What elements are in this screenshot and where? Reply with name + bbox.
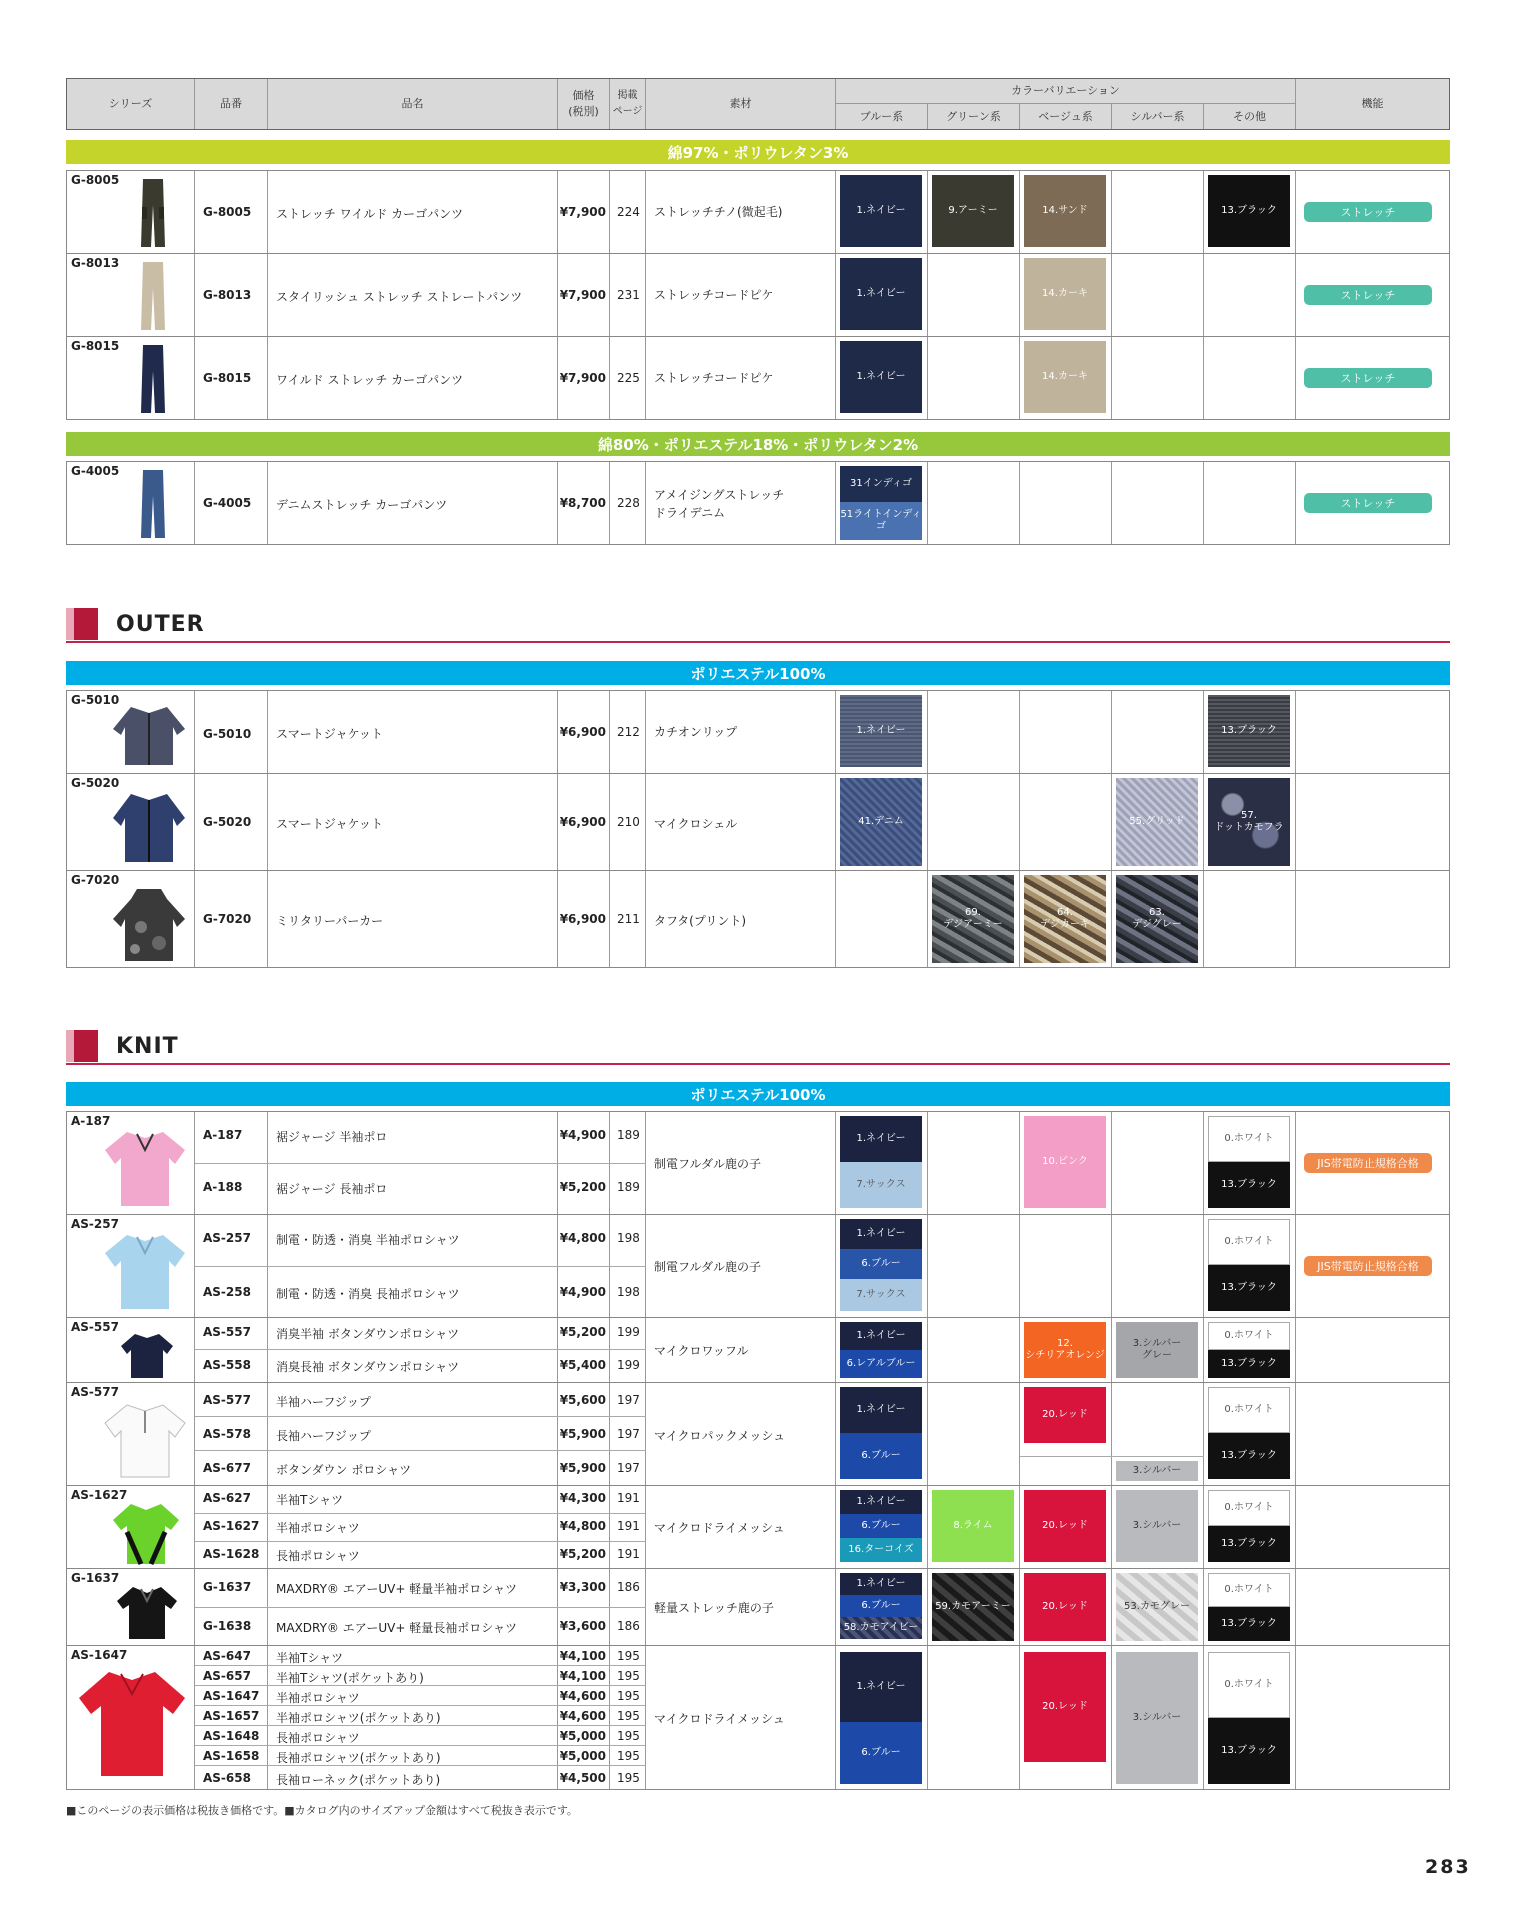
row-divider [195, 1450, 646, 1451]
price: ¥5,900 [559, 1427, 606, 1441]
page-ref: 195 [617, 1709, 640, 1723]
page-ref: 231 [617, 288, 640, 302]
price: ¥7,900 [559, 371, 606, 385]
material-band: 綿80%・ポリエステル18%・ポリウレタン2% [66, 432, 1450, 456]
page-ref: 195 [617, 1749, 640, 1763]
color-swatch-blue: 6.ブルー [840, 1595, 922, 1617]
color-swatch-red: 20.レッド [1024, 1652, 1106, 1762]
material: マイクロパックメッシュ [654, 1429, 786, 1443]
page-ref: 197 [617, 1427, 640, 1441]
jis-badge: JIS帯電防止規格合格 [1304, 1153, 1432, 1173]
color-swatch-dot-camo: 57. ドットカモフラ [1208, 778, 1290, 866]
color-swatch-khaki: 14.カーキ [1024, 258, 1106, 330]
product-name: スマートジャケット [276, 727, 383, 741]
product-code: A-188 [203, 1180, 243, 1194]
jacket-image [111, 790, 187, 864]
product-name: 半袖Tシャツ(ポケットあり) [276, 1671, 424, 1685]
color-swatch-navy: 1.ネイビー [840, 1652, 922, 1722]
product-code: G-8013 [203, 288, 252, 302]
page-number: 283 [1425, 1856, 1471, 1878]
product-code: G-5020 [203, 815, 252, 829]
page-ref: 198 [617, 1285, 640, 1299]
color-swatch-black: 13.ブラック [1208, 1265, 1290, 1311]
material: マイクロシェル [654, 817, 738, 831]
price: ¥3,600 [559, 1619, 606, 1633]
series-label: G-5010 [71, 693, 120, 707]
material-line2: ドライデニム [654, 506, 726, 520]
table-row [66, 170, 1450, 254]
color-swatch-khaki: 14.カーキ [1024, 341, 1106, 413]
material: タフタ(プリント) [654, 914, 747, 928]
product-code: AS-1647 [203, 1689, 260, 1703]
product-name: 長袖ローネック(ポケットあり) [276, 1773, 441, 1787]
material: 軽量ストレッチ鹿の子 [654, 1601, 774, 1615]
price: ¥6,900 [559, 815, 606, 829]
polo-image [103, 1401, 187, 1479]
table-row [66, 1214, 1450, 1318]
page-ref: 224 [617, 205, 640, 219]
price: ¥6,900 [559, 912, 606, 926]
table-row [66, 1111, 1450, 1215]
material: マイクロドライメッシュ [654, 1521, 785, 1535]
product-code: AS-677 [203, 1461, 251, 1475]
product-name: 裾ジャージ 半袖ポロ [276, 1130, 388, 1144]
series-label: AS-577 [71, 1385, 119, 1399]
product-code: AS-1648 [203, 1729, 260, 1743]
parka-image [111, 887, 187, 963]
color-swatch-white: 0.ホワイト [1208, 1490, 1290, 1526]
footnote: ■このページの表示価格は税抜き価格です。■カタログ内のサイズアップ金額はすべて税抜き表示です。 [66, 1804, 578, 1817]
header-function: 機能 [1361, 97, 1384, 110]
color-swatch-camo-ivy: 58.カモアイビー [840, 1617, 922, 1639]
price: ¥4,600 [559, 1689, 606, 1703]
color-swatch-camo-gray: 53.カモグレー [1116, 1573, 1198, 1641]
color-swatch-white: 0.ホワイト [1208, 1219, 1290, 1265]
table-row [66, 690, 1450, 774]
page-ref: 199 [617, 1358, 640, 1372]
product-name: ワイルド ストレッチ カーゴパンツ [276, 373, 464, 387]
product-name: 消臭長袖 ボタンダウンポロシャツ [276, 1360, 460, 1374]
product-code: G-1637 [203, 1580, 252, 1594]
page-ref: 186 [617, 1580, 640, 1594]
color-swatch-navy: 1.ネイビー [840, 695, 922, 767]
section-rule [66, 1063, 1450, 1065]
product-code: AS-557 [203, 1325, 251, 1339]
product-name: スマートジャケット [276, 817, 383, 831]
pants-image [139, 468, 167, 540]
material: ストレッチコードピケ [654, 288, 774, 302]
product-name: 半袖Tシャツ [276, 1651, 344, 1665]
product-code: AS-627 [203, 1491, 251, 1505]
stretch-badge: ストレッチ [1304, 285, 1432, 305]
color-swatch-black: 13.ブラック [1208, 1526, 1290, 1562]
color-swatch-black: 13.ブラック [1208, 695, 1290, 767]
product-code: G-1638 [203, 1619, 252, 1633]
table-row [66, 773, 1450, 871]
pants-image [139, 177, 167, 249]
product-name: 裾ジャージ 長袖ポロ [276, 1182, 388, 1196]
color-swatch-grid: 55.グリッド [1116, 778, 1198, 866]
price: ¥4,900 [559, 1128, 606, 1142]
product-code: AS-658 [203, 1771, 251, 1785]
price: ¥3,300 [559, 1580, 606, 1594]
product-name: 制電・防透・消臭 半袖ポロシャツ [276, 1233, 460, 1247]
color-swatch-navy: 1.ネイビー [840, 1490, 922, 1514]
color-swatch-navy: 1.ネイビー [840, 1219, 922, 1249]
color-swatch-silver: 3.シルバー [1116, 1652, 1198, 1784]
header-blue: ブルー系 [836, 104, 928, 129]
color-swatch-black: 13.ブラック [1208, 1718, 1290, 1784]
section-title: OUTER [116, 612, 205, 637]
page-ref: 186 [617, 1619, 640, 1633]
color-swatch-turquoise: 16.ターコイズ [840, 1538, 922, 1562]
price: ¥5,200 [559, 1325, 606, 1339]
product-name: 長袖ハーフジップ [276, 1429, 371, 1443]
row-divider [195, 1416, 646, 1417]
stretch-badge: ストレッチ [1304, 368, 1432, 388]
color-swatch-blue: 6.ブルー [840, 1722, 922, 1784]
page-ref: 225 [617, 371, 640, 385]
jacket-image [111, 703, 187, 767]
price: ¥7,900 [559, 205, 606, 219]
color-swatch-black: 13.ブラック [1208, 1350, 1290, 1378]
product-code: G-7020 [203, 912, 252, 926]
polo-image [77, 1668, 187, 1778]
price: ¥6,900 [559, 725, 606, 739]
material: マイクロドライメッシュ [654, 1712, 785, 1726]
color-swatch-indigo: 31インディゴ [840, 466, 922, 502]
product-name: デニムストレッチ カーゴパンツ [276, 498, 448, 512]
product-name: 長袖ポロシャツ(ポケットあり) [276, 1751, 441, 1765]
row-divider [195, 1266, 646, 1267]
polo-image [103, 1128, 187, 1208]
color-swatch-white: 0.ホワイト [1208, 1652, 1290, 1718]
price: ¥4,600 [559, 1709, 606, 1723]
color-swatch-silver-gray: 3.シルバー グレー [1116, 1322, 1198, 1378]
section-outer [66, 608, 1450, 642]
page-ref: 210 [617, 815, 640, 829]
page-ref: 191 [617, 1519, 640, 1533]
series-label: AS-257 [71, 1217, 119, 1231]
polo-image [103, 1231, 187, 1311]
page-ref: 198 [617, 1231, 640, 1245]
color-swatch-real-blue: 6.レアルブルー [840, 1350, 922, 1378]
color-swatch-orange: 12. シチリアオレンジ [1024, 1322, 1106, 1378]
product-code: AS-647 [203, 1649, 251, 1663]
page-ref: 228 [617, 496, 640, 510]
page-ref: 197 [617, 1461, 640, 1475]
row-divider [195, 1725, 646, 1726]
page-ref: 191 [617, 1547, 640, 1561]
material-line1: アメイジングストレッチ [654, 488, 785, 502]
table-row [66, 336, 1450, 420]
header-series: シリーズ [67, 79, 195, 129]
jis-badge: JIS帯電防止規格合格 [1304, 1256, 1432, 1276]
section-knit [66, 1030, 1450, 1064]
price: ¥5,200 [559, 1547, 606, 1561]
page-ref: 195 [617, 1729, 640, 1743]
polo-image [115, 1585, 179, 1641]
page-ref: 199 [617, 1325, 640, 1339]
table-row [66, 461, 1450, 545]
material: カチオンリップ [654, 725, 738, 739]
color-swatch-camo-army: 59.カモアーミー [932, 1573, 1014, 1641]
table-header [66, 78, 1450, 130]
pants-image [139, 260, 167, 332]
color-swatch-blue: 6.ブルー [840, 1433, 922, 1479]
color-swatch-blue: 6.ブルー [840, 1514, 922, 1538]
header-price: 価格 (税別) [558, 79, 610, 129]
material-band: ポリエステル100% [66, 661, 1450, 685]
product-code: AS-558 [203, 1358, 251, 1372]
color-swatch-red: 20.レッド [1024, 1387, 1106, 1443]
color-swatch-sax: 7.サックス [840, 1162, 922, 1208]
color-swatch-navy: 1.ネイビー [840, 1116, 922, 1162]
color-swatch-black: 13.ブラック [1208, 1433, 1290, 1479]
row-divider [195, 1513, 646, 1514]
price: ¥4,100 [559, 1669, 606, 1683]
price: ¥5,400 [559, 1358, 606, 1372]
pants-image [139, 343, 167, 415]
color-swatch-army: 9.アーミー [932, 175, 1014, 247]
table-row [66, 1485, 1450, 1569]
price: ¥5,200 [559, 1180, 606, 1194]
product-name: MAXDRY® エアーUV+ 軽量長袖ポロシャツ [276, 1621, 518, 1635]
product-name: ミリタリーパーカー [276, 914, 384, 928]
material: 制電フルダル鹿の子 [654, 1260, 762, 1274]
product-code: AS-1628 [203, 1547, 260, 1561]
stretch-badge: ストレッチ [1304, 202, 1432, 222]
product-name: 半袖ポロシャツ(ポケットあり) [276, 1711, 441, 1725]
polo-image [119, 1332, 175, 1380]
price: ¥5,000 [559, 1749, 606, 1763]
color-swatch-black: 13.ブラック [1208, 175, 1290, 247]
row-divider [195, 1685, 646, 1686]
page-ref: 189 [617, 1180, 640, 1194]
price: ¥8,700 [559, 496, 606, 510]
row-divider [195, 1607, 646, 1608]
price: ¥4,300 [559, 1491, 606, 1505]
color-swatch-navy: 1.ネイビー [840, 341, 922, 413]
color-swatch-white: 0.ホワイト [1208, 1116, 1290, 1162]
product-code: AS-257 [203, 1231, 251, 1245]
page-ref: 195 [617, 1771, 640, 1785]
series-label: AS-1647 [71, 1648, 128, 1662]
material: ストレッチコードピケ [654, 371, 774, 385]
product-name: 半袖ポロシャツ [276, 1691, 360, 1705]
color-swatch-red: 20.レッド [1024, 1490, 1106, 1562]
table-row [66, 253, 1450, 337]
price: ¥5,000 [559, 1729, 606, 1743]
color-swatch-navy: 1.ネイビー [840, 175, 922, 247]
header-beige: ベージュ系 [1020, 104, 1112, 129]
product-code: AS-577 [203, 1393, 251, 1407]
color-swatch-sand: 14.サンド [1024, 175, 1106, 247]
color-swatch-sax: 7.サックス [840, 1279, 922, 1311]
header-green: グリーン系 [928, 104, 1020, 129]
color-swatch-navy: 1.ネイビー [840, 1573, 922, 1595]
material: ストレッチチノ(微起毛) [654, 205, 783, 219]
price: ¥7,900 [559, 288, 606, 302]
material-band: 綿97%・ポリウレタン3% [66, 140, 1450, 164]
price: ¥4,100 [559, 1649, 606, 1663]
color-swatch-black: 13.ブラック [1208, 1607, 1290, 1641]
price: ¥5,600 [559, 1393, 606, 1407]
series-label: G-5020 [71, 776, 120, 790]
product-code: G-8015 [203, 371, 252, 385]
product-name: 半袖Tシャツ [276, 1493, 344, 1507]
product-name: 半袖ポロシャツ [276, 1521, 360, 1535]
product-code: G-5010 [203, 727, 252, 741]
row-divider [195, 1541, 646, 1542]
product-name: 制電・防透・消臭 長袖ポロシャツ [276, 1287, 460, 1301]
product-name: スタイリッシュ ストレッチ ストレートパンツ [276, 290, 523, 304]
series-label: G-8005 [71, 173, 120, 187]
price: ¥4,800 [559, 1519, 606, 1533]
material-band: ポリエステル100% [66, 1082, 1450, 1106]
color-swatch-silver: 3.シルバー [1116, 1461, 1198, 1481]
series-label: G-8013 [71, 256, 120, 270]
color-swatch-digi-army: 69. デジアーミー [932, 875, 1014, 963]
product-name: 長袖ポロシャツ [276, 1549, 360, 1563]
price: ¥5,900 [559, 1461, 606, 1475]
section-rule [66, 641, 1450, 643]
product-code: AS-578 [203, 1427, 251, 1441]
header-color-variation: カラーバリエーション [836, 79, 1296, 104]
price: ¥4,900 [559, 1285, 606, 1299]
table-row [66, 1645, 1450, 1790]
series-label: AS-557 [71, 1320, 119, 1334]
color-swatch-silver: 3.シルバー [1116, 1490, 1198, 1562]
row-divider [1020, 1456, 1204, 1457]
page-ref: 212 [617, 725, 640, 739]
color-swatch-navy: 1.ネイビー [840, 258, 922, 330]
row-divider [195, 1349, 646, 1350]
product-code: A-187 [203, 1128, 243, 1142]
product-code: AS-258 [203, 1285, 251, 1299]
material: 制電フルダル鹿の子 [654, 1157, 762, 1171]
section-mark [66, 608, 98, 640]
color-swatch-digi-khaki: 64. デジカーキ [1024, 875, 1106, 963]
series-label: G-4005 [71, 464, 120, 478]
product-name: ボタンダウン ポロシャツ [276, 1463, 412, 1477]
page-ref: 189 [617, 1128, 640, 1142]
header-silver: シルバー系 [1112, 104, 1204, 129]
material: マイクロワッフル [654, 1344, 749, 1358]
color-swatch-black: 13.ブラック [1208, 1162, 1290, 1208]
table-row [66, 1317, 1450, 1383]
page-ref: 195 [617, 1649, 640, 1663]
header-page: 掲載 ページ [610, 79, 646, 129]
page-ref: 211 [617, 912, 640, 926]
stretch-badge: ストレッチ [1304, 493, 1432, 513]
page-ref: 195 [617, 1689, 640, 1703]
product-name: 半袖ハーフジップ [276, 1395, 371, 1409]
header-material: 素材 [646, 79, 836, 129]
product-code: G-4005 [203, 496, 252, 510]
table-row [66, 1568, 1450, 1646]
section-mark [66, 1030, 98, 1062]
color-swatch-digi-gray: 63. デジグレー [1116, 875, 1198, 963]
row-divider [195, 1745, 646, 1746]
color-swatch-light-indigo: 51ライトインディゴ [840, 502, 922, 540]
color-swatch-navy: 1.ネイビー [840, 1387, 922, 1433]
color-swatch-white: 0.ホワイト [1208, 1322, 1290, 1350]
price: ¥4,800 [559, 1231, 606, 1245]
color-swatch-pink: 10.ピンク [1024, 1116, 1106, 1208]
product-name: 消臭半袖 ボタンダウンポロシャツ [276, 1327, 460, 1341]
polo-image [111, 1502, 181, 1566]
table-row [66, 870, 1450, 968]
series-label: G-8015 [71, 339, 120, 353]
color-swatch-white: 0.ホワイト [1208, 1387, 1290, 1433]
page-ref: 197 [617, 1393, 640, 1407]
series-label: G-1637 [71, 1571, 120, 1585]
series-label: A-187 [71, 1114, 111, 1128]
color-swatch-blue: 6.ブルー [840, 1249, 922, 1279]
product-code: AS-657 [203, 1669, 251, 1683]
header-code: 品番 [195, 79, 268, 129]
header-name: 品名 [268, 79, 558, 129]
product-code: AS-1657 [203, 1709, 260, 1723]
color-swatch-navy: 1.ネイビー [840, 1322, 922, 1350]
product-name: MAXDRY® エアーUV+ 軽量半袖ポロシャツ [276, 1582, 518, 1596]
table-row [66, 1382, 1450, 1486]
product-code: AS-1627 [203, 1519, 260, 1533]
color-swatch-lime: 8.ライム [932, 1490, 1014, 1562]
color-swatch-white: 0.ホワイト [1208, 1573, 1290, 1607]
row-divider [195, 1163, 646, 1164]
page-ref: 195 [617, 1669, 640, 1683]
section-title: KNIT [116, 1034, 179, 1059]
row-divider [195, 1765, 646, 1766]
row-divider [195, 1665, 646, 1666]
product-code: AS-1658 [203, 1749, 260, 1763]
header-other: その他 [1204, 104, 1296, 129]
product-code: G-8005 [203, 205, 252, 219]
color-swatch-denim: 41.デニム [840, 778, 922, 866]
series-label: AS-1627 [71, 1488, 128, 1502]
page-ref: 191 [617, 1491, 640, 1505]
series-label: G-7020 [71, 873, 120, 887]
product-name: 長袖ポロシャツ [276, 1731, 360, 1745]
row-divider [195, 1705, 646, 1706]
color-swatch-red: 20.レッド [1024, 1573, 1106, 1641]
price: ¥4,500 [559, 1771, 606, 1785]
product-name: ストレッチ ワイルド カーゴパンツ [276, 207, 464, 221]
